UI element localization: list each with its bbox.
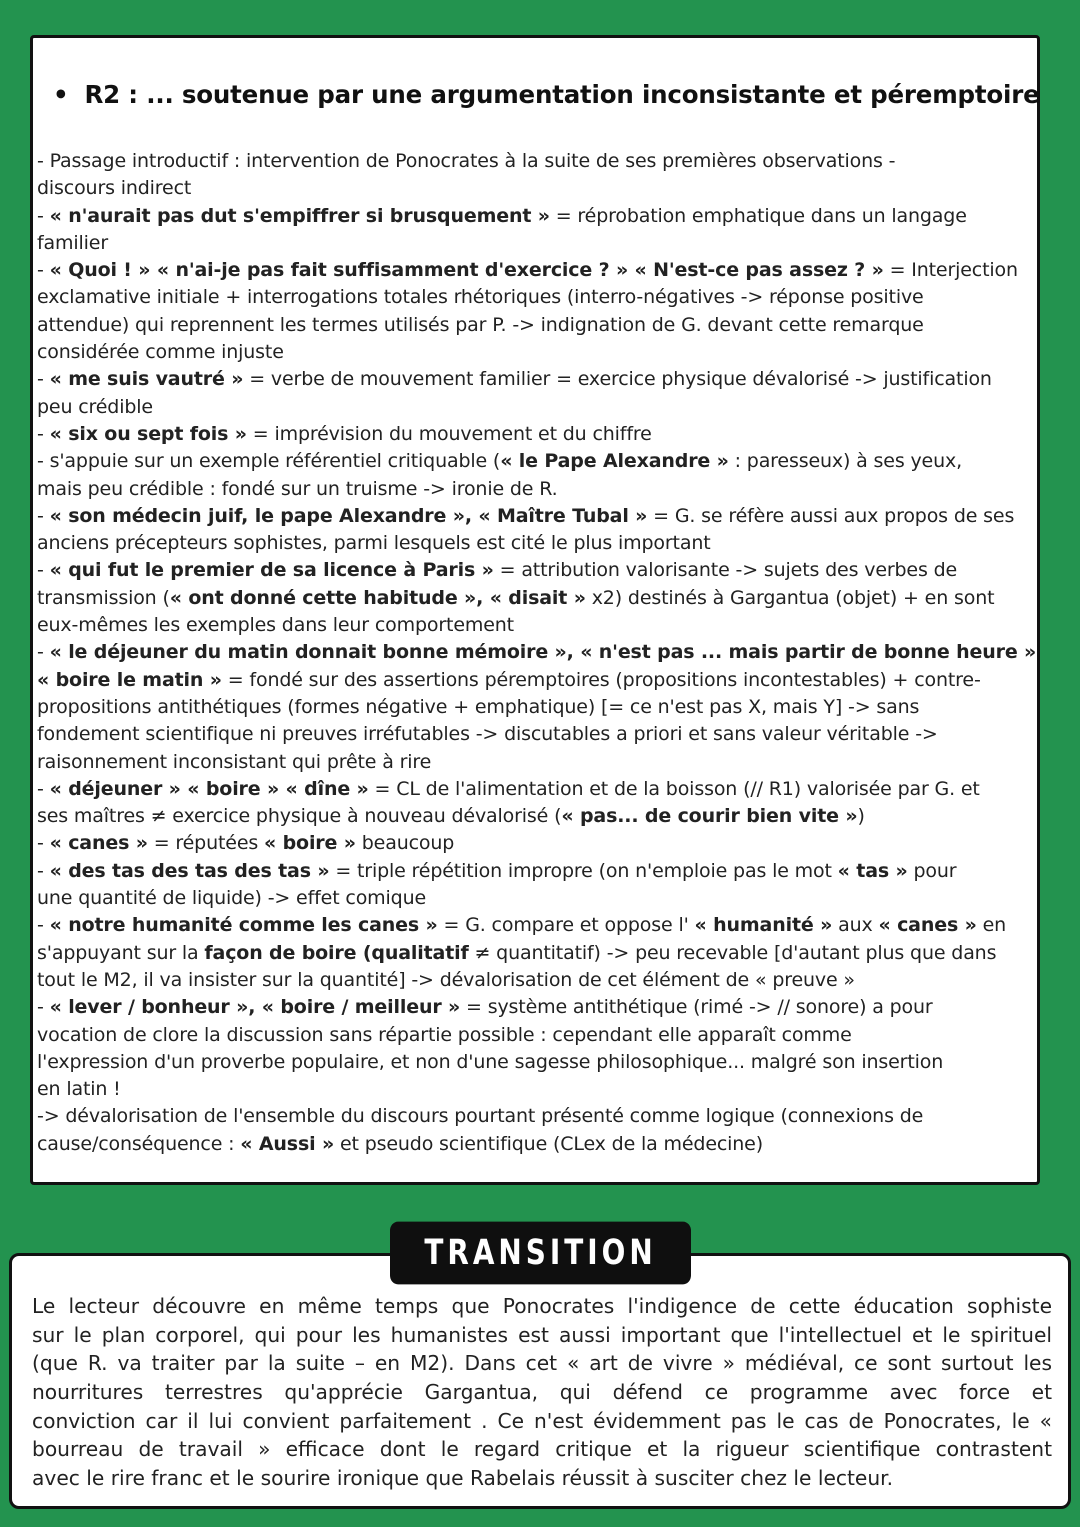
line-text: ≠ quantitatif) -> peu recevable [d'autant plus que dans bbox=[468, 941, 997, 964]
quoted-citation: « pas... de courir bien vite » bbox=[561, 805, 858, 828]
line-text: = attribution valorisante -> sujets des verbes de bbox=[493, 559, 958, 582]
analysis-line bbox=[37, 148, 1041, 175]
line-text: ) bbox=[857, 805, 865, 828]
line-text: aux bbox=[832, 914, 879, 937]
line-text: - bbox=[37, 422, 50, 445]
analysis-line bbox=[37, 803, 1041, 830]
line-text: - bbox=[37, 641, 50, 664]
quoted-citation: « me suis vautré » bbox=[49, 368, 244, 391]
analysis-line bbox=[37, 830, 1041, 857]
line-text: = verbe de mouvement familier = exercice physique dévalorisé -> justification bbox=[243, 368, 992, 391]
analysis-line bbox=[37, 394, 1041, 421]
line-text: familier bbox=[37, 231, 108, 254]
line-text: fondement scientifique ni preuves irréfutables -> discutables a priori et sans valeur véritable -> bbox=[37, 723, 938, 746]
transition-line: Le lecteur découvre en même temps que Ponocrates l'indigence de cette éducation sophiste bbox=[32, 1294, 1052, 1318]
line-text: cause/conséquence : bbox=[37, 1132, 241, 1155]
transition-line: bourreau de travail » efficace dont le regard critique et la rigueur scientifique contrastent bbox=[32, 1437, 1052, 1462]
quoted-citation: « boire » bbox=[264, 832, 356, 855]
line-text: en latin ! bbox=[37, 1078, 121, 1101]
analysis-line bbox=[37, 667, 1041, 694]
line-text: - s'appuie sur un exemple référentiel critiquable ( bbox=[37, 450, 501, 473]
line-text: en bbox=[976, 914, 1007, 937]
line-text: l'expression d'un proverbe populaire, et non d'une sagesse philosophique... malgré son insertion bbox=[37, 1050, 944, 1073]
quoted-citation: « Quoi ! » « n'ai-je pas fait suffisamment d'exercice ? » « N'est-ce pas assez ? » bbox=[49, 259, 884, 282]
line-text: = réprobation emphatique dans un langage bbox=[549, 204, 967, 227]
section-heading-text: R2 : ... soutenue par une argumentation inconsistante et péremptoire bbox=[84, 80, 1040, 109]
analysis-body bbox=[37, 148, 1041, 1158]
line-text: - Passage introductif : intervention de Ponocrates à la suite de ses premières observations - bbox=[37, 150, 896, 172]
analysis-line bbox=[37, 257, 1041, 284]
line-text: - bbox=[37, 559, 50, 582]
analysis-line bbox=[37, 1131, 1041, 1158]
analysis-line bbox=[37, 230, 1041, 257]
line-text: = triple répétition impropre (on n'emploie pas le mot bbox=[329, 859, 838, 882]
line-text: raisonnement inconsistant qui prête à rire bbox=[37, 750, 432, 773]
analysis-line bbox=[37, 1076, 1041, 1103]
analysis-line bbox=[37, 885, 1041, 912]
transition-line: avec le rire franc et le sourire ironique que Rabelais réussit à susciter chez le lecteur. bbox=[32, 1466, 893, 1491]
quoted-citation: « canes » bbox=[878, 914, 977, 937]
line-text: = Interjection bbox=[883, 259, 1018, 282]
line-text: = imprévision du mouvement et du chiffre bbox=[246, 422, 652, 445]
analysis-line bbox=[37, 476, 1041, 503]
line-text: : paresseux) à ses yeux, bbox=[728, 450, 962, 473]
transition-line: nourritures terrestres qu'apprécie Gargantua, qui défend ce programme avec force et bbox=[32, 1380, 1052, 1405]
analysis-line bbox=[37, 312, 1041, 339]
line-text: - bbox=[37, 504, 50, 527]
analysis-line bbox=[37, 912, 1041, 939]
analysis-line bbox=[37, 858, 1041, 885]
analysis-line bbox=[37, 339, 1041, 366]
quoted-citation: « notre humanité comme les canes » bbox=[49, 914, 438, 937]
quoted-citation: « tas » bbox=[837, 859, 908, 882]
line-text: propositions antithétiques (formes négative + emphatique) [= ce n'est pas X, mais Y] -> sans bbox=[37, 695, 920, 718]
analysis-card bbox=[30, 35, 1040, 1185]
analysis-line bbox=[37, 1103, 1041, 1130]
quoted-citation: « boire le matin » bbox=[37, 668, 222, 691]
quoted-citation: « ont donné cette habitude », « disait » bbox=[169, 586, 586, 609]
analysis-line bbox=[37, 585, 1041, 612]
analysis-line bbox=[37, 203, 1041, 230]
line-text: et pseudo scientifique (CLex de la médecine) bbox=[334, 1132, 763, 1155]
line-text: discours indirect bbox=[37, 177, 192, 200]
analysis-line bbox=[37, 994, 1041, 1021]
analysis-line bbox=[37, 612, 1041, 639]
line-text: - bbox=[37, 777, 50, 800]
line-text: anciens précepteurs sophistes, parmi lesquels est cité le plus important bbox=[37, 532, 711, 555]
section-heading bbox=[53, 80, 1040, 109]
line-text: - bbox=[37, 368, 50, 391]
line-text: = G. compare et oppose l' bbox=[437, 914, 695, 937]
quoted-citation: « lever / bonheur », « boire / meilleur » bbox=[49, 996, 461, 1019]
analysis-line bbox=[37, 284, 1041, 311]
line-text: vocation de clore la discussion sans répartie possible : cependant elle apparaît comme bbox=[37, 1023, 852, 1046]
line-text: pour bbox=[907, 859, 957, 882]
analysis-line bbox=[37, 967, 1041, 994]
line-text: -> dévalorisation de l'ensemble du discours pourtant présenté comme logique (connexions de bbox=[37, 1105, 924, 1128]
line-text: s'appuyant sur la bbox=[37, 941, 205, 964]
analysis-line bbox=[37, 639, 1041, 666]
line-text: = réputées bbox=[147, 832, 264, 855]
analysis-line bbox=[37, 1022, 1041, 1049]
line-text: beaucoup bbox=[355, 832, 455, 855]
line-text: une quantité de liquide) -> effet comique bbox=[37, 887, 427, 910]
line-text: mais peu crédible : fondé sur un truisme -> ironie de R. bbox=[37, 477, 558, 500]
quoted-citation: « Aussi » bbox=[240, 1132, 335, 1155]
quoted-citation: « humanité » bbox=[694, 914, 833, 937]
quoted-citation: façon de boire (qualitatif bbox=[204, 941, 469, 964]
quoted-citation: « qui fut le premier de sa licence à Paris » bbox=[49, 559, 494, 582]
line-text: x2) destinés à Gargantua (objet) + en sont bbox=[585, 586, 995, 609]
quoted-citation: « le Pape Alexandre » bbox=[500, 450, 729, 473]
line-text: = CL de l'alimentation et de la boisson (// R1) valorisée par G. et bbox=[368, 777, 980, 800]
quoted-citation: « le déjeuner du matin donnait bonne mémoire », « n'est pas ... mais partir de bonne heure » bbox=[49, 641, 1037, 664]
quoted-citation: « n'aurait pas dut s'empiffrer si brusquement » bbox=[49, 204, 550, 227]
line-text: - bbox=[37, 859, 50, 882]
quoted-citation: « six ou sept fois » bbox=[49, 422, 247, 445]
transition-label: TRANSITION bbox=[390, 1222, 691, 1285]
bullet-marker: • bbox=[53, 80, 69, 109]
analysis-line bbox=[37, 776, 1041, 803]
line-text: - bbox=[37, 914, 50, 937]
analysis-line bbox=[37, 530, 1041, 557]
line-text: transmission ( bbox=[37, 586, 170, 609]
line-text: ses maîtres ≠ exercice physique à nouveau dévalorisé ( bbox=[37, 805, 562, 828]
analysis-line bbox=[37, 421, 1041, 448]
transition-card bbox=[9, 1253, 1071, 1509]
analysis-line bbox=[37, 694, 1041, 721]
line-text: = fondé sur des assertions péremptoires (propositions incontestables) + contre- bbox=[221, 668, 981, 691]
quoted-citation: « son médecin juif, le pape Alexandre », « Maître Tubal » bbox=[49, 504, 648, 527]
analysis-line bbox=[37, 940, 1041, 967]
analysis-line bbox=[37, 1049, 1041, 1076]
line-text: tout le M2, il va insister sur la quantité] -> dévalorisation de cet élément de « preuve » bbox=[37, 968, 855, 991]
analysis-line bbox=[37, 175, 1041, 202]
line-text: = G. se réfère aussi aux propos de ses bbox=[647, 504, 1015, 527]
line-text: - bbox=[37, 832, 50, 855]
analysis-line bbox=[37, 749, 1041, 776]
quoted-citation: « des tas des tas des tas » bbox=[49, 859, 330, 882]
analysis-line bbox=[37, 366, 1041, 393]
analysis-line bbox=[37, 557, 1041, 584]
line-text: considérée comme injuste bbox=[37, 341, 284, 364]
analysis-line bbox=[37, 503, 1041, 530]
transition-line: (que R. va traiter par la suite – en M2). Dans cet « art de vivre » médiéval, ce sont surtout les bbox=[32, 1351, 1052, 1376]
analysis-line bbox=[37, 721, 1041, 748]
line-text: - bbox=[37, 259, 50, 282]
transition-line: sur le plan corporel, qui pour les humanistes est aussi important que l'intellectuel et le spirituel bbox=[32, 1322, 1052, 1347]
transition-line: conviction car il lui convient parfaitement . Ce n'est évidemment pas le cas de Ponocrates, le « bbox=[32, 1408, 1052, 1433]
transition-paragraph bbox=[32, 1292, 1052, 1493]
quoted-citation: « déjeuner » « boire » « dîne » bbox=[49, 777, 369, 800]
line-text: - bbox=[37, 996, 50, 1019]
line-text: peu crédible bbox=[37, 395, 153, 418]
quoted-citation: « canes » bbox=[49, 832, 148, 855]
line-text: - bbox=[37, 204, 50, 227]
line-text: exclamative initiale + interrogations totales rhétoriques (interro-négatives -> réponse positive bbox=[37, 286, 924, 309]
line-text: eux-mêmes les exemples dans leur comportement bbox=[37, 614, 514, 637]
analysis-line bbox=[37, 448, 1041, 475]
line-text: attendue) qui reprennent les termes utilisés par P. -> indignation de G. devant cette remarque bbox=[37, 313, 924, 336]
line-text: = système antithétique (rimé -> // sonore) a pour bbox=[460, 996, 933, 1019]
